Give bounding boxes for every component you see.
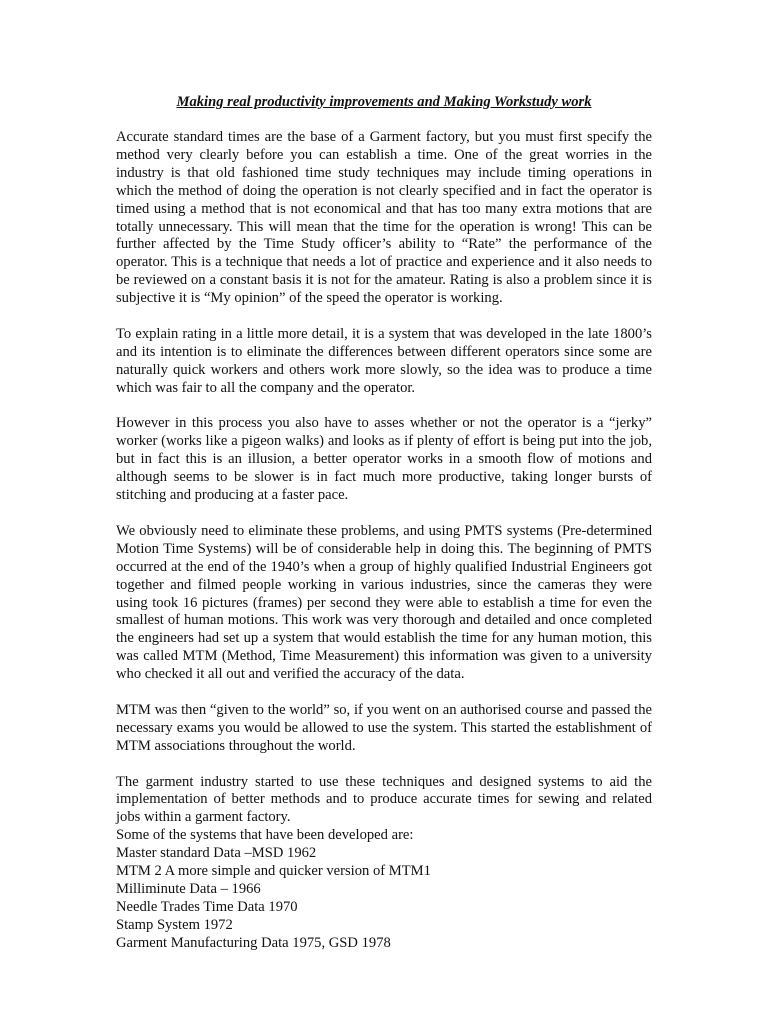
list-item: Stamp System 1972 [116, 916, 233, 933]
paragraph-mtm-world: MTM was then “given to the world” so, if you went on an authorised course and passed the necessary exams you would be allowed to use the system. This started the establishment of MTM associations throughout the world. [116, 701, 652, 754]
document-title: Making real productivity improvements and Making Workstudy work [176, 94, 592, 110]
document-body [116, 93, 652, 953]
list-item: Milliminute Data – 1966 [116, 880, 261, 897]
paragraph-rating: To explain rating in a little more detail, it is a system that was developed in the late 1800’s and its intention is to eliminate the differences between different operators since some are naturally quick workers and others work more slowly, so the idea was to produce a time which was fair to all the company and the operator. [116, 325, 652, 396]
list-item: Garment Manufacturing Data 1975, GSD 1978 [116, 934, 391, 951]
list-item: Master standard Data –MSD 1962 [116, 845, 317, 862]
list-item: Needle Trades Time Data 1970 [116, 898, 298, 915]
paragraph-garment-industry: The garment industry started to use these techniques and designed systems to aid the implementation of better methods and to produce accurate times for sewing and related jobs within a garment factory. [116, 773, 652, 826]
paragraph-pmts: We obviously need to eliminate these problems, and using PMTS systems (Pre-determined Motion Time Systems) will be of considerable help in doing this. The beginning of PMTS occurred at the end of the 1940’s when a group of highly qualified Industrial Engineers got together and filmed people working in various industries, since the cameras they were using took 16 pictures (frames) per second they were able to establish a time for even the smallest of human motions. This work was very thorough and detailed and once completed the engineers had set up a system that would establish the time for any human motion, this was called MTM (Method, Time Measurement) this information was given to a university who checked it all out and verified the accuracy of the data. [116, 522, 652, 683]
paragraph-standard-times: Accurate standard times are the base of a Garment factory, but you must first specify the method very clearly before you can establish a time. One of the great worries in the industry is that old fashioned time study techniques may include timing operations in which the method of doing the operation is not clearly specified and in fact the operator is timed using a method that is not economical and that has too many extra motions that are totally unnecessary. This will mean that the time for the operation is wrong! This can be further affected by the Time Study officer’s ability to “Rate” the performance of the operator. This is a technique that needs a lot of practice and experience and it also needs to be reviewed on a constant basis it is not for the amateur. Rating is also a problem since it is subjective it is “My opinion” of the speed the operator is working. [116, 129, 652, 307]
paragraph-jerky-worker: However in this process you also have to asses whether or not the operator is a “jerky” worker (works like a pigeon walks) and looks as if plenty of effort is being put into the job, but in fact this is an illusion, a better operator works in a smooth flow of motions and although seems to be slower is in fact much more productive, taking longer bursts of stitching and producing at a faster pace. [116, 415, 652, 504]
list-item: MTM 2 A more simple and quicker version of MTM1 [116, 863, 431, 880]
systems-list-intro: Some of the systems that have been developed are: [116, 827, 414, 844]
